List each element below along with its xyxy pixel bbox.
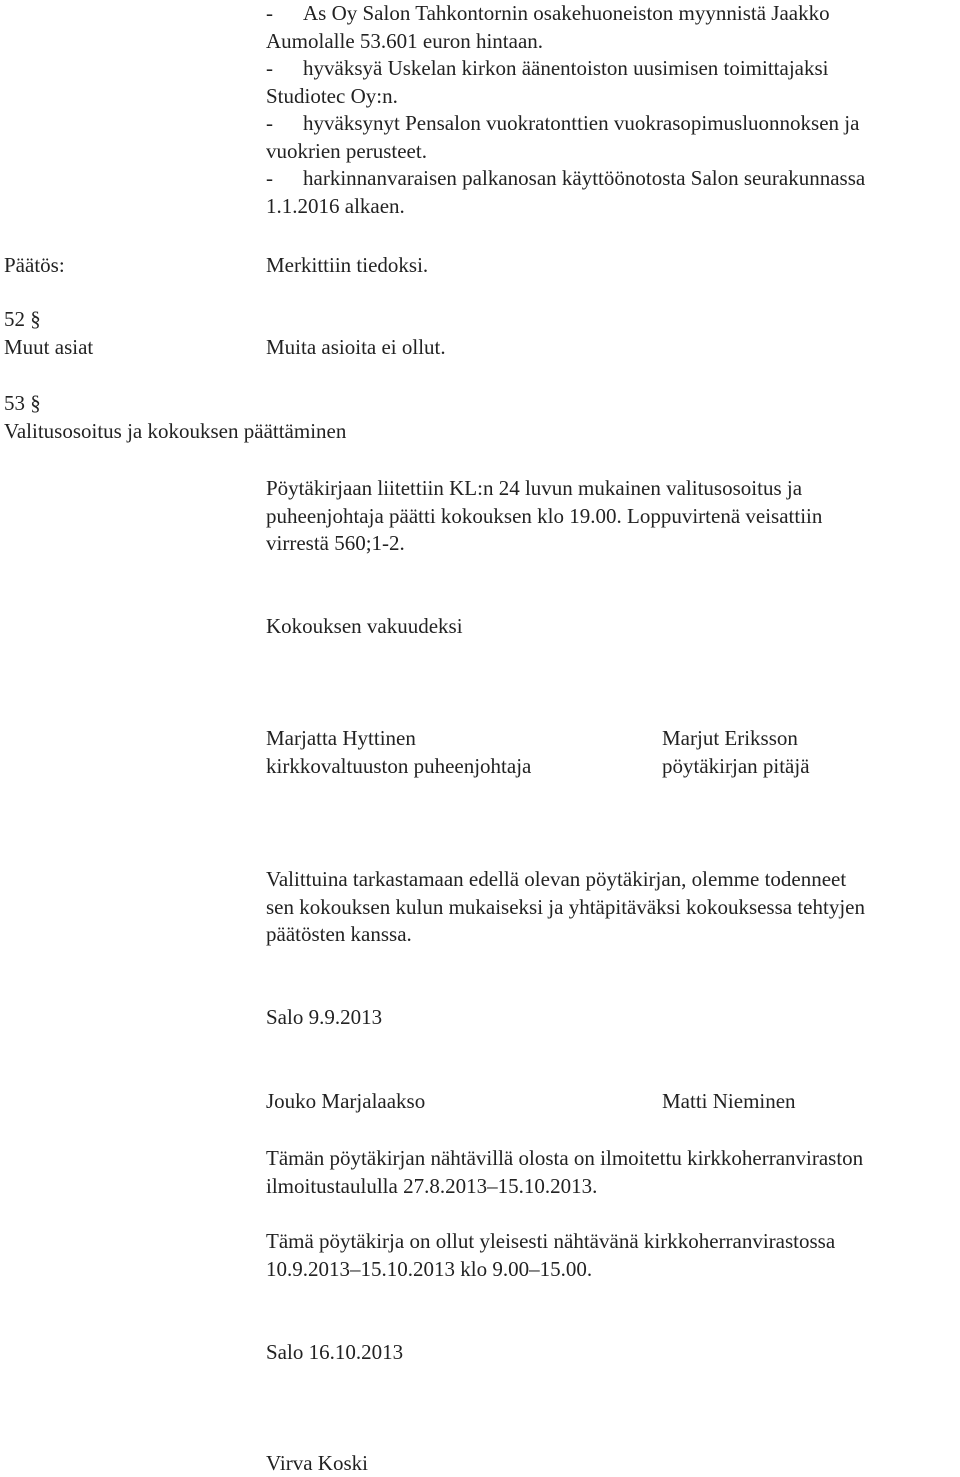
secretary-name: Marjut Eriksson — [662, 726, 798, 750]
decision-list — [266, 0, 865, 220]
final-place-date: Salo 16.10.2013 — [266, 1340, 404, 1364]
final-signer-name: Virva Koski — [266, 1451, 368, 1475]
list-item-continuation: vuokrien perusteet. — [266, 138, 427, 163]
list-item: - As Oy Salon Tahkontornin osakehuoneiston myynnistä Jaakko — [266, 1, 830, 25]
decision-label: Päätös: — [4, 253, 65, 277]
list-item: - hyväksyä Uskelan kirkon äänentoiston uusimisen toimittajaksi — [266, 56, 829, 80]
list-item-continuation: 1.1.2016 alkaen. — [266, 193, 405, 218]
list-item-continuation: Aumolalle 53.601 euron hintaan. — [266, 28, 544, 53]
notice-1-text — [266, 1145, 863, 1200]
text-line: 10.9.2013–15.10.2013 klo 9.00–15.00. — [266, 1256, 593, 1281]
list-item: - harkinnanvaraisen palkanosan käyttöönotosta Salon seurakunnassa — [266, 166, 866, 190]
text-line: Tämä pöytäkirja on ollut yleisesti nähtävänä kirkkoherranvirastossa — [266, 1229, 836, 1253]
text-line: Tämän pöytäkirjan nähtävillä olosta on ilmoitettu kirkkoherranviraston — [266, 1146, 864, 1170]
inspector-2-name: Matti Nieminen — [662, 1089, 796, 1113]
text-line: ilmoitustaululla 27.8.2013–15.10.2013. — [266, 1173, 598, 1198]
list-item-continuation: Studiotec Oy:n. — [266, 83, 398, 108]
secretary-role: pöytäkirjan pitäjä — [662, 754, 810, 778]
list-item: - hyväksynyt Pensalon vuokratonttien vuokrasopimusluonnoksen ja — [266, 111, 860, 135]
decision-text: Merkittiin tiedoksi. — [266, 253, 429, 277]
section-52-text: Muita asioita ei ollut. — [266, 335, 446, 359]
text-line: päätösten kanssa. — [266, 922, 412, 946]
inspection-place-date: Salo 9.9.2013 — [266, 1005, 383, 1029]
text-line: Valittuina tarkastamaan edellä olevan pöytäkirjan, olemme todenneet — [266, 867, 847, 891]
section-number: 53 — [4, 391, 25, 415]
chair-role: kirkkovaltuuston puheenjohtaja — [266, 754, 532, 778]
section-53-text — [266, 475, 822, 558]
section-52-heading — [4, 306, 41, 333]
section-symbol: § — [30, 391, 41, 415]
text-line: sen kokouksen kulun mukaiseksi ja yhtäpitäväksi kokouksessa tehtyjen — [266, 894, 865, 919]
text-line: Pöytäkirjaan liitettiin KL:n 24 luvun mukainen valitusosoitus ja — [266, 476, 803, 500]
section-number: 52 — [4, 307, 25, 331]
section-symbol: § — [30, 307, 41, 331]
chair-name: Marjatta Hyttinen — [266, 726, 416, 750]
signatures-heading: Kokouksen vakuudeksi — [266, 614, 463, 638]
section-53-title: Valitusosoitus ja kokouksen päättäminen — [4, 419, 347, 443]
text-line: virrestä 560;1-2. — [266, 531, 405, 555]
section-53-heading — [4, 390, 41, 417]
inspection-text — [266, 866, 865, 949]
section-52-title: Muut asiat — [4, 335, 94, 359]
notice-2-text — [266, 1228, 835, 1283]
text-line: puheenjohtaja päätti kokouksen klo 19.00. Loppuvirtenä veisattiin — [266, 503, 823, 528]
inspector-1-name: Jouko Marjalaakso — [266, 1089, 426, 1113]
